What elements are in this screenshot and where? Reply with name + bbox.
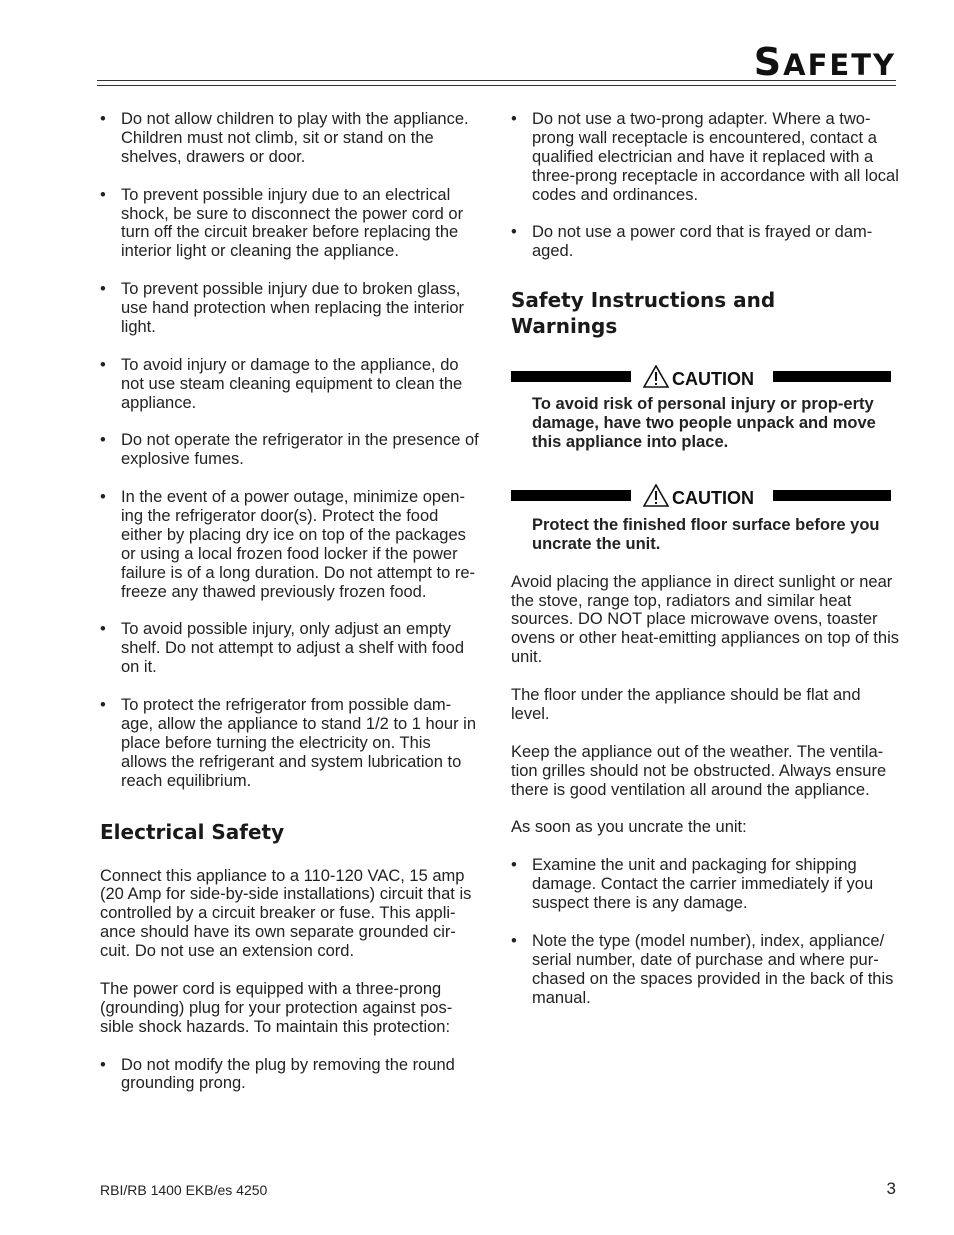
page-number: 3 bbox=[886, 1179, 896, 1198]
caution-label-text: CAUTION bbox=[672, 487, 754, 508]
caution-banner bbox=[511, 365, 901, 389]
caution-bar-left bbox=[511, 371, 631, 382]
caution-bar-left bbox=[511, 490, 631, 501]
warning-triangle-icon bbox=[643, 365, 669, 388]
caution-text: To avoid risk of personal injury or prop-erty damage, have two people unpack and move this appliance into place. bbox=[532, 395, 876, 452]
floor-paragraph: The floor under the appliance should be flat and level. bbox=[511, 686, 861, 723]
list-item: • Examine the unit and packaging for shipping damage. Contact the carrier immediately if you suspect there is any damage. bbox=[511, 856, 901, 913]
caution-label bbox=[643, 365, 754, 391]
safety-bullet-list bbox=[100, 110, 480, 791]
ventilation-paragraph: Keep the appliance out of the weather. The ventila-tion grilles should not be obstructed. Always ensure there is good ventilation all around the appliance. bbox=[511, 742, 887, 799]
adapter-bullet-list bbox=[511, 110, 901, 261]
caution-bar-right bbox=[773, 371, 891, 382]
caution-bar-right bbox=[773, 490, 891, 501]
list-item: • To prevent possible injury due to an electrical shock, be sure to disconnect the power cord or turn off the circuit breaker before replacing the interior light or cleaning the appliance. bbox=[100, 186, 480, 262]
electrical-safety-heading: Electrical Safety bbox=[100, 819, 285, 844]
list-item: • In the event of a power outage, minimize open-ing the refrigerator door(s). Protect the food either by placing dry ice on top of the packages or using a local frozen food locker if the power failure is of a long duration. Do not attempt to re-freeze any thawed previously frozen food. bbox=[100, 488, 480, 601]
caution-label-text: CAUTION bbox=[672, 369, 754, 390]
list-item: • Do not use a power cord that is frayed or dam-aged. bbox=[511, 223, 901, 261]
list-item: • To protect the refrigerator from possible dam-age, allow the appliance to stand 1/2 to 1 hour in place before turning the electricity on. This allows the refrigerant and system lubrication to reach equilibrium. bbox=[100, 696, 480, 791]
page-title-initial: S bbox=[753, 40, 784, 84]
page-title-rest: AFETY bbox=[783, 48, 896, 82]
instructions-heading-line1: Safety Instructions and bbox=[511, 288, 776, 313]
instructions-heading bbox=[511, 287, 901, 339]
warning-triangle-icon bbox=[643, 484, 669, 507]
caution-banner bbox=[511, 484, 901, 508]
list-item: • Do not operate the refrigerator in the presence of explosive fumes. bbox=[100, 431, 480, 469]
right-column bbox=[511, 110, 901, 1026]
left-column bbox=[100, 110, 480, 1112]
list-item: • Do not allow children to play with the appliance. Children must not climb, sit or stand on the shelves, drawers or door. bbox=[100, 110, 480, 167]
page-title bbox=[754, 40, 896, 84]
list-item: • Do not modify the plug by removing the round grounding prong. bbox=[100, 1056, 480, 1094]
electrical-paragraph: Connect this appliance to a 110-120 VAC, 15 amp (20 Amp for side-by-side installations) circuit that is controlled by a circuit breaker or fuse. This appli-ance should have its own separate grounded cir-cuit. Do not use an extension cord. bbox=[100, 866, 472, 961]
footer-model: RBI/RB 1400 EKB/es 4250 bbox=[100, 1182, 268, 1198]
list-item: • Do not use a two-prong adapter. Where a two-prong wall receptacle is encountered, contact a qualified electrician and have it replaced with a three-prong receptacle in accordance with all local codes and ordinances. bbox=[511, 110, 901, 205]
electrical-bullet-list bbox=[100, 1056, 480, 1094]
list-item: • Note the type (model number), index, appliance/ serial number, date of purchase and where pur-chased on the spaces provided in the back of this manual. bbox=[511, 932, 901, 1008]
caution-label bbox=[643, 484, 754, 510]
uncrate-paragraph: As soon as you uncrate the unit: bbox=[511, 818, 747, 837]
caution-text: Protect the finished floor surface before you uncrate the unit. bbox=[532, 515, 880, 553]
list-item: • To avoid possible injury, only adjust an empty shelf. Do not attempt to adjust a shelf with food on it. bbox=[100, 620, 480, 677]
placement-paragraph: Avoid placing the appliance in direct sunlight or near the stove, range top, radiators and similar heat sources. DO NOT place microwave ovens, toaster ovens or other heat-emitting appliances on top of this unit. bbox=[511, 572, 899, 667]
uncrate-bullet-list bbox=[511, 856, 901, 1007]
list-item: • To avoid injury or damage to the appliance, do not use steam cleaning equipment to clean the appliance. bbox=[100, 356, 480, 413]
instructions-heading-line2: Warnings bbox=[511, 314, 618, 339]
header-rule-bottom bbox=[97, 85, 896, 86]
list-item: • To prevent possible injury due to broken glass, use hand protection when replacing the interior light. bbox=[100, 280, 480, 337]
electrical-paragraph: The power cord is equipped with a three-prong (grounding) plug for your protection against pos-sible shock hazards. To maintain this protection: bbox=[100, 979, 453, 1036]
header-rule-top bbox=[97, 80, 896, 81]
